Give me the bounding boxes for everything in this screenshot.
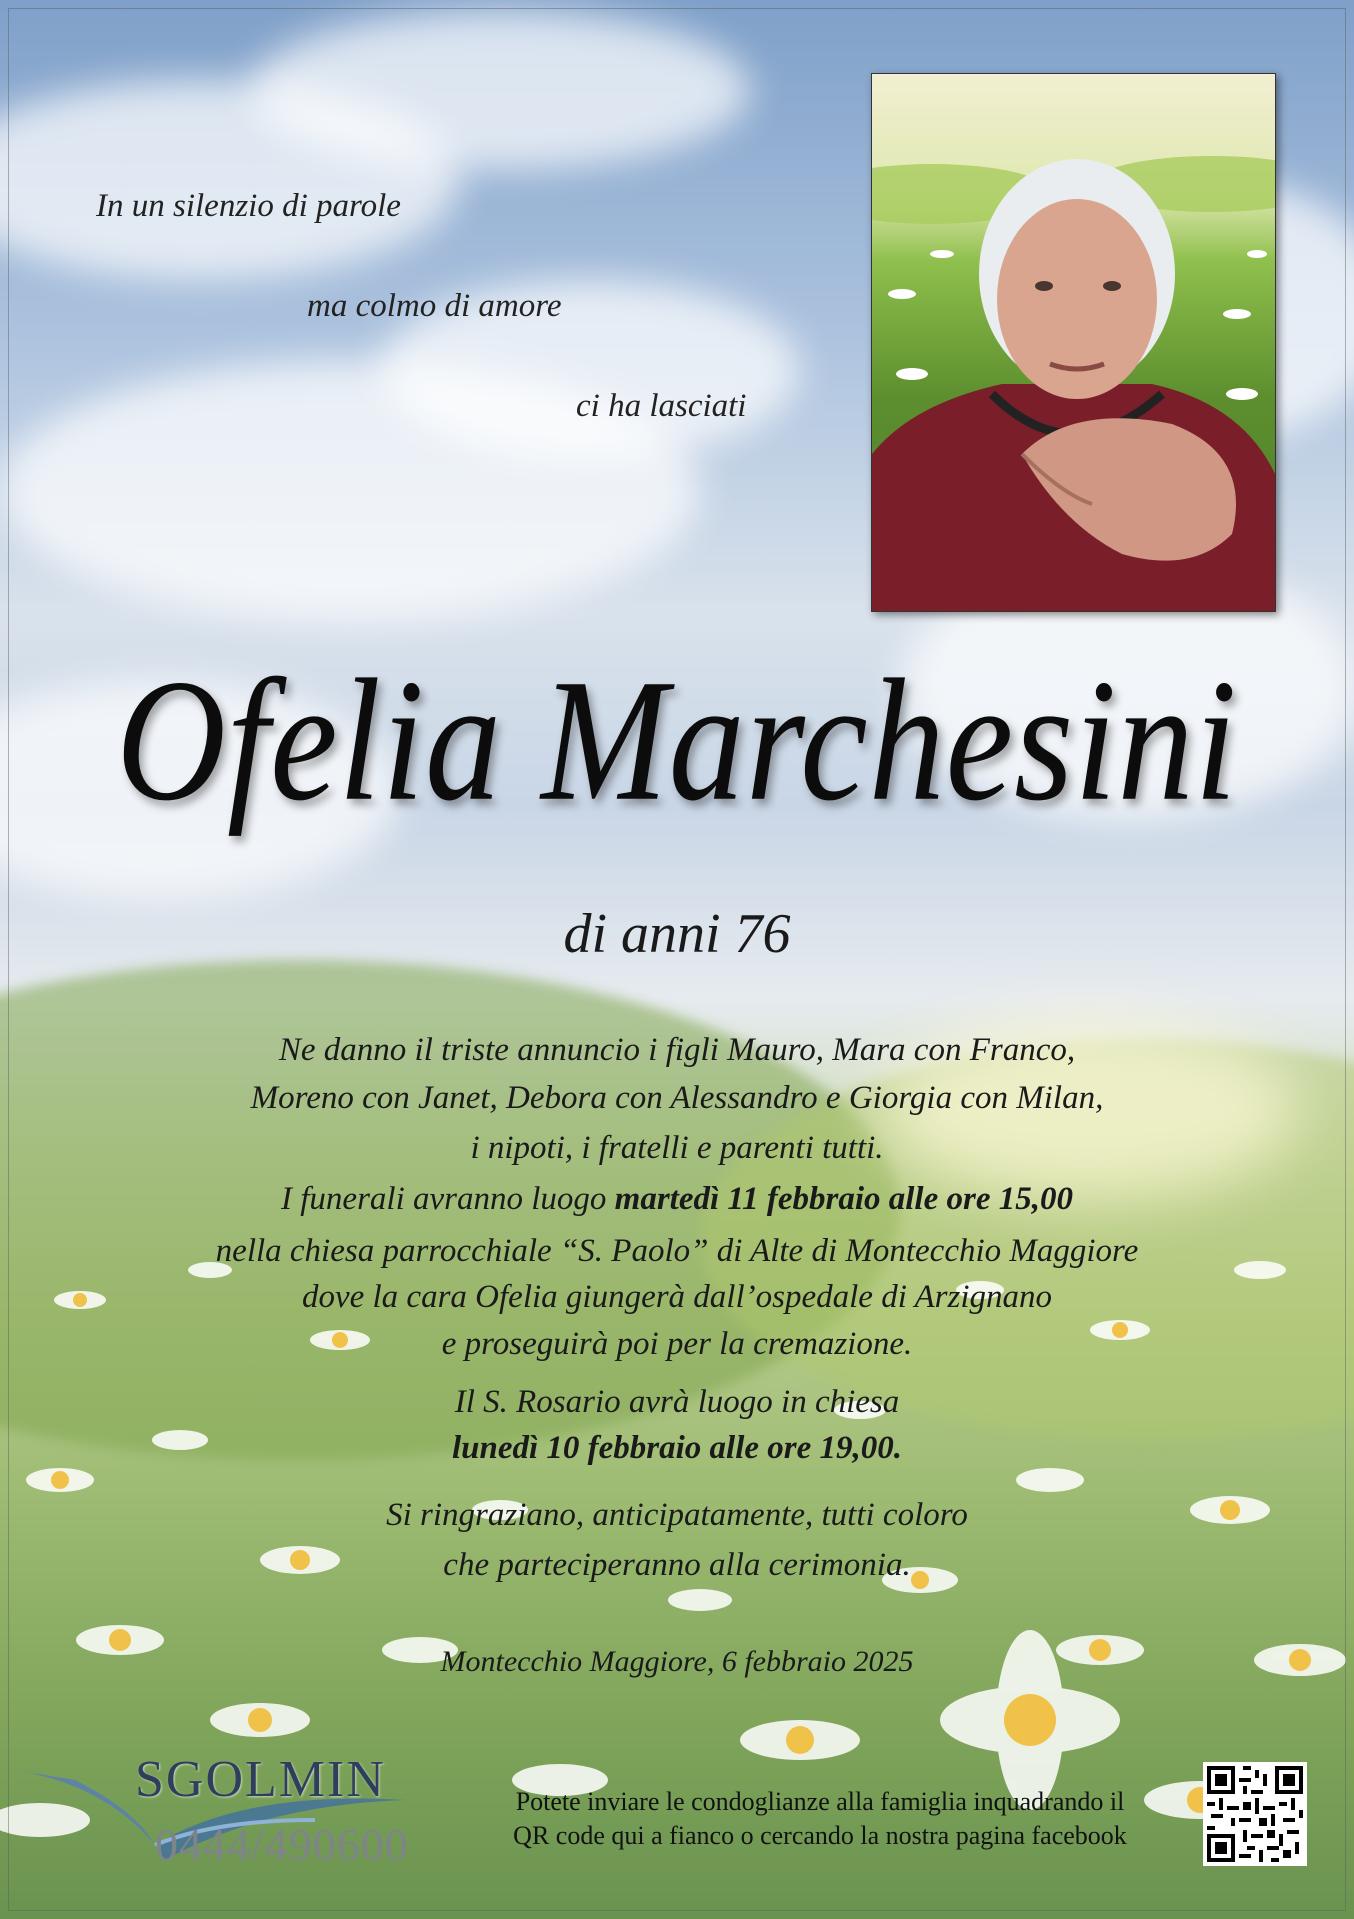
- funeral-line-4: e proseguirà poi per la cremazione.: [441, 1326, 913, 1362]
- poem-line-2: ma colmo di amore: [307, 288, 562, 324]
- qr-note-line-2: QR code qui a fianco o cercando la nostra pagina facebook: [513, 1821, 1127, 1850]
- deceased-age: di anni 76: [563, 903, 791, 965]
- agency-phone: 0444/490600: [155, 1819, 409, 1870]
- deceased-name: Ofelia Marchesini: [116, 643, 1238, 837]
- place-date: Montecchio Maggiore, 6 febbraio 2025: [440, 1645, 914, 1678]
- announcement-line-1: Ne danno il triste annuncio i figli Mauro, Mara con Franco,: [278, 1032, 1076, 1068]
- agency-name: SGOLMIN: [135, 1751, 386, 1808]
- thanks-line-1: Si ringraziano, anticipatamente, tutti coloro: [386, 1497, 968, 1533]
- thanks-line-2: che parteciperanno alla cerimonia.: [443, 1547, 911, 1583]
- poem-line-1: In un silenzio di parole: [96, 188, 401, 224]
- announcement-line-3: i nipoti, i fratelli e parenti tutti.: [470, 1130, 884, 1166]
- qr-code-icon[interactable]: [1203, 1762, 1307, 1866]
- funeral-line-1: [0, 1177, 1354, 1221]
- agency-logo: [15, 1750, 435, 1890]
- funeral-date-time: martedì 11 febbraio alle ore 15,00: [614, 1181, 1073, 1217]
- funeral-prefix: I funerali avranno luogo: [281, 1181, 615, 1217]
- qr-note-line-1: Potete inviare le condoglianze alla famiglia inquadrando il: [515, 1787, 1125, 1816]
- funeral-line-3: dove la cara Ofelia giungerà dall’ospedale di Arzignano: [301, 1279, 1053, 1315]
- rosary-date-time: lunedì 10 febbraio alle ore 19,00.: [451, 1430, 903, 1466]
- rosary-line-1: Il S. Rosario avrà luogo in chiesa: [454, 1384, 900, 1420]
- funeral-line-2: nella chiesa parrocchiale “S. Paolo” di Alte di Montecchio Maggiore: [215, 1233, 1139, 1269]
- poem-line-3: ci ha lasciati: [576, 388, 747, 424]
- portrait-photo: [871, 73, 1276, 612]
- announcement-line-2: Moreno con Janet, Debora con Alessandro e Giorgia con Milan,: [250, 1080, 1104, 1116]
